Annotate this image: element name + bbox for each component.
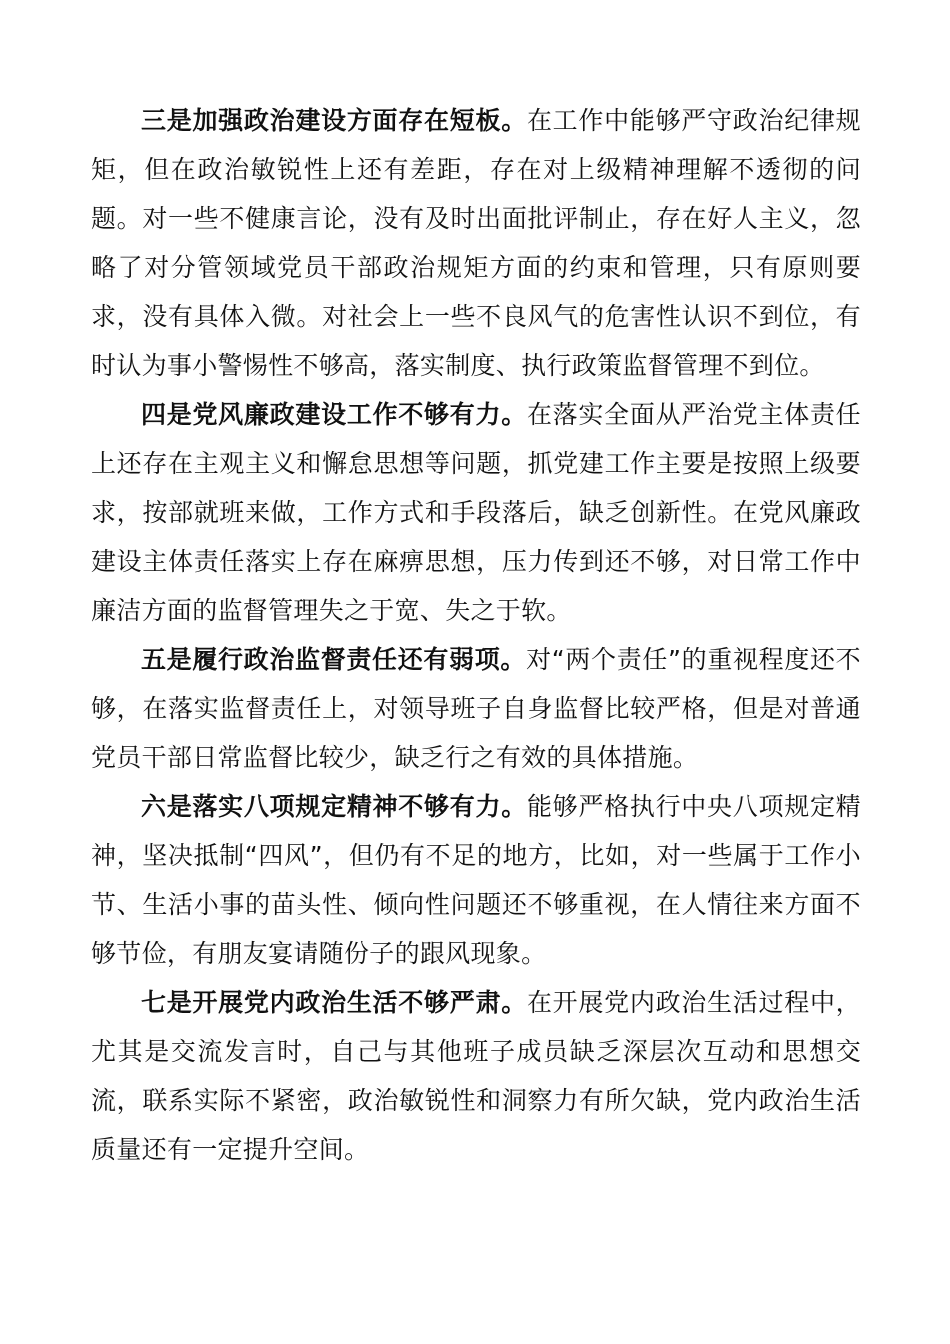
paragraph-6-heading: 六是落实八项规定精神不够有力。 <box>141 792 527 821</box>
paragraph-5-text: 对“两个责任”的重视程度还不够，在落实监督责任上，对领导班子自身监督比较严格，但是对普通党员干部日常监督比较少，缺乏行之有效的具体措施。 <box>91 645 861 772</box>
paragraph-7-heading: 七是开展党内政治生活不够严肃。 <box>141 988 527 1017</box>
paragraph-7-text: 在开展党内政治生活过程中，尤其是交流发言时，自己与其他班子成员缺乏深层次互动和思想交流，联系实际不紧密，政治敏锐性和洞察力有所欠缺，党内政治生活质量还有一定提升空间。 <box>91 988 861 1164</box>
paragraph-5-heading: 五是履行政治监督责任还有弱项。 <box>141 645 527 674</box>
paragraph-3-heading: 三是加强政治建设方面存在短板。 <box>141 106 527 135</box>
paragraph-4-heading: 四是党风廉政建设工作不够有力。 <box>141 400 527 429</box>
paragraph-6 <box>91 782 861 978</box>
paragraph-4-text: 在落实全面从严治党主体责任上还存在主观主义和懈怠思想等问题，抓党建工作主要是按照上级要求，按部就班来做，工作方式和手段落后，缺乏创新性。在党风廉政建设主体责任落实上存在麻痹思想，压力传到还不够，对日常工作中廉洁方面的监督管理失之于宽、失之于软。 <box>91 400 861 625</box>
paragraph-5 <box>91 635 861 782</box>
paragraph-3 <box>91 96 861 390</box>
paragraph-6-text: 能够严格执行中央八项规定精神，坚决抵制“四风”，但仍有不足的地方，比如，对一些属于工作小节、生活小事的苗头性、倾向性问题还不够重视，在人情往来方面不够节俭，有朋友宴请随份子的跟风现象。 <box>91 792 861 968</box>
paragraph-3-text: 在工作中能够严守政治纪律规矩，但在政治敏锐性上还有差距，存在对上级精神理解不透彻的问题。对一些不健康言论，没有及时出面批评制止，存在好人主义，忽略了对分管领域党员干部政治规矩方面的约束和管理，只有原则要求，没有具体入微。对社会上一些不良风气的危害性认识不到位，有时认为事小警惕性不够高，落实制度、执行政策监督管理不到位。 <box>91 106 861 380</box>
document-body <box>91 96 861 1174</box>
paragraph-7 <box>91 978 861 1174</box>
paragraph-4 <box>91 390 861 635</box>
